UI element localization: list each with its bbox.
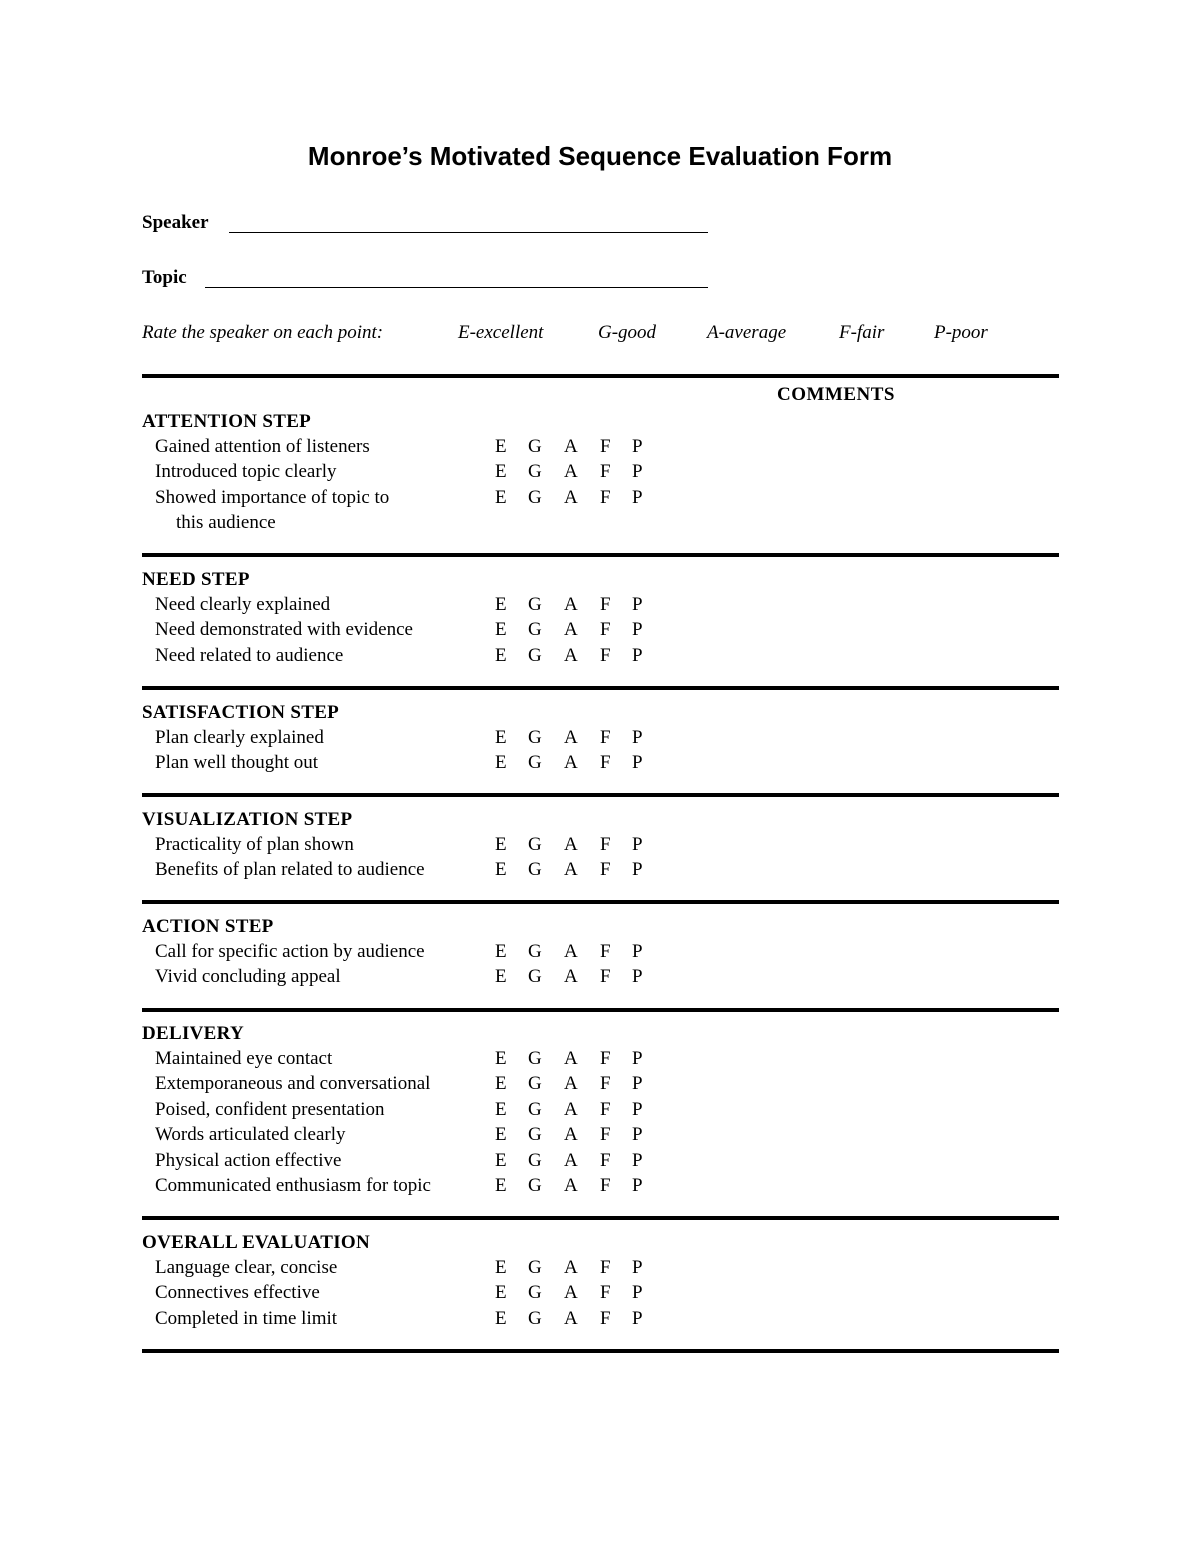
section-divider (142, 1349, 1059, 1353)
section-title: NEED STEP (142, 569, 250, 590)
rating-option-g[interactable]: G (528, 1174, 542, 1196)
section-delivery (142, 1021, 1059, 1198)
rating-option-p[interactable]: P (632, 1307, 643, 1329)
speaker-label: Speaker (142, 212, 209, 233)
criterion-label: Practicality of plan shown (155, 834, 354, 855)
criterion-row (142, 832, 1059, 857)
rating-option-g[interactable]: G (528, 644, 542, 666)
rating-option-e[interactable]: E (495, 859, 507, 881)
rating-option-g[interactable]: G (528, 752, 542, 774)
criterion-label: Vivid concluding appeal (155, 966, 341, 988)
criterion-label: Completed in time limit (155, 1307, 338, 1329)
rating-option-g[interactable]: G (528, 1073, 542, 1095)
rating-option-a[interactable]: A (564, 619, 578, 641)
rating-option-a[interactable]: A (564, 1282, 578, 1304)
rating-option-e[interactable]: E (495, 966, 507, 988)
section-divider (142, 1216, 1059, 1220)
criterion-label: Benefits of plan related to audience (155, 859, 425, 881)
topic-field[interactable] (142, 267, 187, 289)
rating-option-f[interactable]: F (600, 1282, 611, 1304)
rating-option-p[interactable]: P (632, 1149, 643, 1171)
rating-option-e[interactable]: E (495, 834, 507, 855)
criterion-label-continued: this audience (176, 512, 276, 534)
section-attention-step (142, 409, 1059, 536)
rating-option-p[interactable]: P (632, 727, 643, 748)
criterion-row (142, 434, 1059, 459)
rating-option-p[interactable]: P (632, 1282, 643, 1304)
rating-scale-poor: P-poor (934, 322, 988, 343)
criterion-label: Words articulated clearly (155, 1124, 346, 1146)
criterion-row (142, 1255, 1059, 1280)
rating-option-f[interactable]: F (600, 436, 611, 457)
rating-option-p[interactable]: P (632, 1174, 643, 1196)
rating-option-f[interactable]: F (600, 594, 611, 615)
rating-option-e[interactable]: E (495, 594, 507, 615)
criterion-row (142, 617, 1059, 642)
rating-option-e[interactable]: E (495, 644, 507, 666)
rating-option-p[interactable]: P (632, 436, 643, 457)
criterion-row (142, 485, 1059, 536)
criterion-label: Introduced topic clearly (155, 461, 337, 483)
rating-option-g[interactable]: G (528, 436, 542, 457)
comments-heading: COMMENTS (777, 384, 895, 405)
section-overall-evaluation (142, 1230, 1059, 1331)
rating-option-a[interactable]: A (564, 941, 578, 962)
section-need-step (142, 567, 1059, 668)
criterion-label: Need demonstrated with evidence (155, 619, 413, 641)
criterion-row (142, 1173, 1059, 1198)
rating-option-e[interactable]: E (495, 941, 507, 962)
rating-option-p[interactable]: P (632, 1124, 643, 1146)
topic-blank-line[interactable] (205, 287, 708, 288)
speaker-blank-line[interactable] (229, 232, 708, 233)
rating-option-a[interactable]: A (564, 486, 578, 508)
section-divider (142, 686, 1059, 690)
rating-option-p[interactable]: P (632, 834, 643, 855)
rating-option-g[interactable]: G (528, 727, 542, 748)
rating-option-p[interactable]: P (632, 941, 643, 962)
criterion-label: Extemporaneous and conversational (155, 1073, 431, 1095)
criterion-row (142, 1046, 1059, 1071)
rating-option-e[interactable]: E (495, 1124, 507, 1146)
rating-option-f[interactable]: F (600, 834, 611, 855)
rating-option-f[interactable]: F (600, 619, 611, 641)
criterion-label: Language clear, concise (155, 1257, 338, 1278)
criterion-label: Poised, confident presentation (155, 1098, 385, 1120)
topic-label: Topic (142, 267, 187, 288)
rating-option-e[interactable]: E (495, 1048, 507, 1069)
rating-option-e[interactable]: E (495, 619, 507, 641)
rating-option-p[interactable]: P (632, 966, 643, 988)
rating-option-a[interactable]: A (564, 1073, 578, 1095)
rating-option-g[interactable]: G (528, 1282, 542, 1304)
criterion-label: Physical action effective (155, 1149, 342, 1171)
section-title: ACTION STEP (142, 916, 274, 937)
rating-option-a[interactable]: A (564, 834, 578, 855)
criterion-row (142, 1148, 1059, 1173)
rating-option-g[interactable]: G (528, 1149, 542, 1171)
rating-option-g[interactable]: G (528, 1124, 542, 1146)
rating-option-e[interactable]: E (495, 436, 507, 457)
rating-option-f[interactable]: F (600, 644, 611, 666)
criterion-label: Gained attention of listeners (155, 436, 370, 457)
rating-option-g[interactable]: G (528, 859, 542, 881)
rating-option-f[interactable]: F (600, 1073, 611, 1095)
rating-option-p[interactable]: P (632, 1073, 643, 1095)
criterion-label: Call for specific action by audience (155, 941, 425, 962)
rating-scale-excellent: E-excellent (458, 322, 544, 343)
rating-option-e[interactable]: E (495, 1307, 507, 1329)
section-divider (142, 553, 1059, 557)
rating-option-e[interactable]: E (495, 1282, 507, 1304)
rating-option-a[interactable]: A (564, 1257, 578, 1278)
rating-option-a[interactable]: A (564, 752, 578, 774)
section-title: OVERALL EVALUATION (142, 1232, 371, 1253)
rating-scale-good: G-good (598, 322, 657, 343)
rating-option-f[interactable]: F (600, 1257, 611, 1278)
criterion-row (142, 1280, 1059, 1305)
rating-option-a[interactable]: A (564, 859, 578, 881)
criterion-row (142, 725, 1059, 750)
page-title: Monroe’s Motivated Sequence Evaluation Form (307, 141, 893, 171)
rating-option-f[interactable]: F (600, 966, 611, 988)
rating-option-a[interactable]: A (564, 644, 578, 666)
rating-option-g[interactable]: G (528, 1257, 542, 1278)
rating-option-e[interactable]: E (495, 1149, 507, 1171)
section-title: ATTENTION STEP (142, 411, 312, 432)
criterion-row (142, 750, 1059, 775)
rating-option-f[interactable]: F (600, 1307, 611, 1329)
rating-option-g[interactable]: G (528, 1098, 542, 1120)
rating-option-p[interactable]: P (632, 594, 643, 615)
rating-option-g[interactable]: G (528, 619, 542, 641)
rating-option-f[interactable]: F (600, 1098, 611, 1120)
criterion-label: Need clearly explained (155, 594, 331, 615)
rating-option-g[interactable]: G (528, 461, 542, 483)
rating-option-g[interactable]: G (528, 1307, 542, 1329)
section-divider (142, 374, 1059, 378)
rating-option-p[interactable]: P (632, 1048, 643, 1069)
rating-scale-fair: F-fair (839, 322, 885, 343)
rating-option-g[interactable]: G (528, 486, 542, 508)
section-title: VISUALIZATION STEP (142, 809, 353, 830)
speaker-field[interactable] (142, 212, 209, 234)
rating-option-e[interactable]: E (495, 1098, 507, 1120)
rating-option-p[interactable]: P (632, 1257, 643, 1278)
criterion-row (142, 643, 1059, 668)
section-divider (142, 1008, 1059, 1012)
rating-option-a[interactable]: A (564, 966, 578, 988)
section-divider (142, 900, 1059, 904)
rating-option-g[interactable]: G (528, 834, 542, 855)
rating-option-a[interactable]: A (564, 1098, 578, 1120)
criterion-row (142, 592, 1059, 617)
rating-option-e[interactable]: E (495, 752, 507, 774)
rating-option-f[interactable]: F (600, 1048, 611, 1069)
criterion-label: Communicated enthusiasm for topic (155, 1174, 431, 1196)
rating-option-e[interactable]: E (495, 486, 507, 508)
criterion-row (142, 1306, 1059, 1331)
rating-option-f[interactable]: F (600, 1149, 611, 1171)
section-action-step (142, 914, 1059, 990)
rating-option-g[interactable]: G (528, 941, 542, 962)
section-visualization-step (142, 807, 1059, 883)
rating-option-e[interactable]: E (495, 727, 507, 748)
rating-option-f[interactable]: F (600, 859, 611, 881)
rating-option-p[interactable]: P (632, 1098, 643, 1120)
criterion-row (142, 1097, 1059, 1122)
rating-option-a[interactable]: A (564, 1307, 578, 1329)
criterion-label: Plan well thought out (155, 752, 319, 774)
rating-option-f[interactable]: F (600, 752, 611, 774)
criterion-row (142, 939, 1059, 964)
rating-option-a[interactable]: A (564, 1174, 578, 1196)
section-satisfaction-step (142, 700, 1059, 776)
rating-option-a[interactable]: A (564, 436, 578, 457)
rating-option-a[interactable]: A (564, 1124, 578, 1146)
rating-option-f[interactable]: F (600, 461, 611, 483)
criterion-row (142, 1071, 1059, 1096)
section-divider (142, 793, 1059, 797)
rating-option-p[interactable]: P (632, 859, 643, 881)
section-title: DELIVERY (142, 1023, 245, 1044)
rating-option-f[interactable]: F (600, 486, 611, 508)
rating-option-g[interactable]: G (528, 1048, 542, 1069)
rating-option-p[interactable]: P (632, 619, 643, 641)
rating-option-g[interactable]: G (528, 594, 542, 615)
rating-option-e[interactable]: E (495, 1257, 507, 1278)
criterion-row (142, 1122, 1059, 1147)
rating-option-p[interactable]: P (632, 486, 643, 508)
rating-option-f[interactable]: F (600, 727, 611, 748)
rating-option-a[interactable]: A (564, 594, 578, 615)
rating-option-a[interactable]: A (564, 461, 578, 483)
rating-option-p[interactable]: P (632, 461, 643, 483)
criterion-label: Maintained eye contact (155, 1048, 333, 1069)
rating-option-a[interactable]: A (564, 1048, 578, 1069)
rating-option-f[interactable]: F (600, 1174, 611, 1196)
rating-option-e[interactable]: E (495, 1073, 507, 1095)
criterion-label: Showed importance of topic to (155, 486, 390, 508)
rating-option-e[interactable]: E (495, 1174, 507, 1196)
rating-option-f[interactable]: F (600, 1124, 611, 1146)
criterion-row (142, 459, 1059, 484)
criterion-label: Plan clearly explained (155, 727, 324, 748)
criterion-label: Need related to audience (155, 644, 344, 666)
criterion-row (142, 964, 1059, 989)
rating-option-p[interactable]: P (632, 752, 643, 774)
rating-option-a[interactable]: A (564, 1149, 578, 1171)
rating-option-a[interactable]: A (564, 727, 578, 748)
rating-option-p[interactable]: P (632, 644, 643, 666)
rating-option-f[interactable]: F (600, 941, 611, 962)
criterion-label: Connectives effective (155, 1282, 320, 1304)
section-title: SATISFACTION STEP (142, 702, 340, 723)
criterion-row (142, 857, 1059, 882)
rating-scale-average: A-average (707, 322, 787, 343)
rating-option-e[interactable]: E (495, 461, 507, 483)
rating-scale-prompt: Rate the speaker on each point: (142, 322, 384, 343)
rating-option-g[interactable]: G (528, 966, 542, 988)
